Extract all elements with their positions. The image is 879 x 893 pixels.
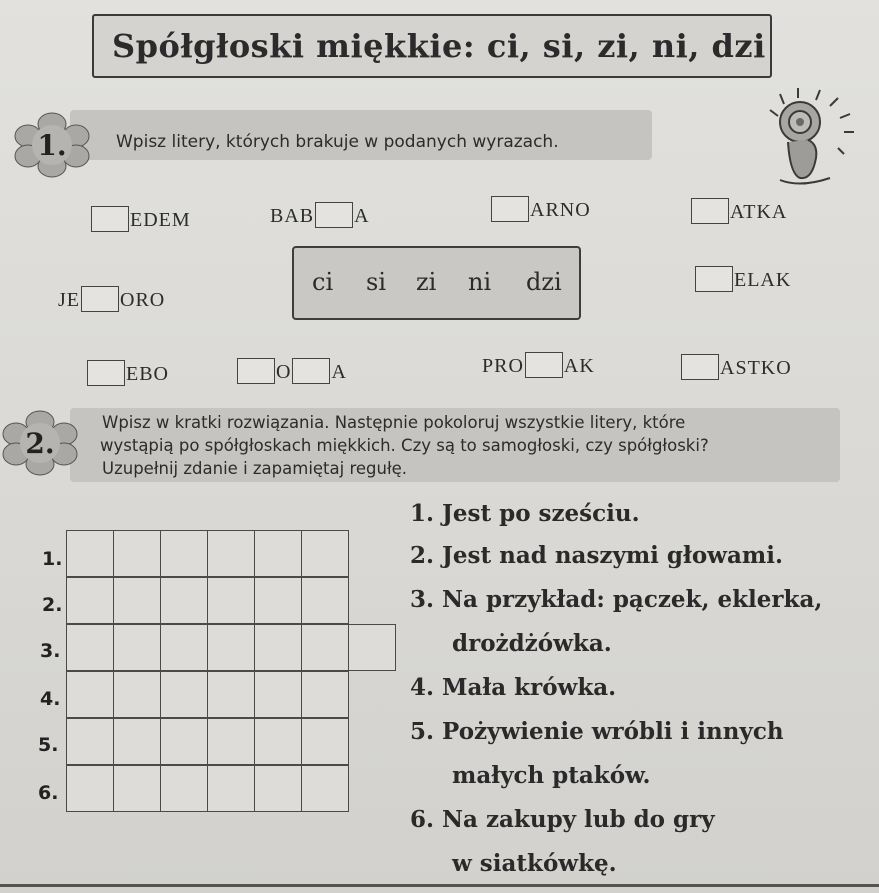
bottom-divider [0, 884, 879, 887]
clue-line: małych ptaków. [452, 762, 651, 789]
crossword-cell[interactable] [301, 765, 349, 812]
row-label: 1. [42, 548, 63, 570]
crossword-cell[interactable] [160, 671, 208, 718]
exercise-2-instruction-line: wystąpią po spółgłoskach miękkich. Czy są to samogłoski, czy spółgłoski? [100, 436, 709, 455]
crossword-cell[interactable] [66, 577, 114, 624]
crossword-cell[interactable] [66, 765, 114, 812]
crossword-row [66, 577, 348, 623]
word-item [90, 204, 191, 232]
page-title: Spółgłoski miękkie: ci, si, zi, ni, dzi [112, 27, 766, 65]
crossword-cell[interactable] [113, 577, 161, 624]
word-fragment: AK [563, 355, 595, 377]
crossword-row [66, 624, 395, 670]
letter-box[interactable] [691, 198, 729, 224]
clue-line: 3. Na przykład: pączek, eklerka, [410, 586, 823, 613]
crossword-cell[interactable] [207, 577, 255, 624]
word-item [236, 356, 347, 384]
clue-line: 5. Pożywienie wróbli i innych [410, 718, 784, 745]
word-item [690, 196, 787, 224]
crossword-cell[interactable] [207, 671, 255, 718]
row-label: 6. [38, 782, 59, 804]
crossword-cell[interactable] [160, 577, 208, 624]
word-item [86, 358, 169, 386]
exercise-1-number: 1. [37, 128, 67, 162]
crossword-cell[interactable] [254, 718, 302, 765]
crossword-cell[interactable] [254, 765, 302, 812]
word-item [694, 264, 791, 292]
clue-line: drożdżówka. [452, 630, 612, 657]
word-fragment: ARNO [530, 199, 591, 221]
clue-line: 4. Mała krówka. [410, 674, 617, 701]
letter-box[interactable] [695, 266, 733, 292]
clue-line: 6. Na zakupy lub do gry [410, 806, 715, 833]
row-label: 2. [42, 594, 63, 616]
syllable: ci [312, 268, 334, 296]
letter-box[interactable] [681, 354, 719, 380]
crossword-cell[interactable] [66, 530, 114, 577]
syllable: dzi [526, 268, 562, 296]
crossword-cell[interactable] [160, 765, 208, 812]
clue-line: 1. Jest po sześciu. [410, 500, 640, 527]
letter-box[interactable] [87, 360, 125, 386]
word-fragment: ORO [120, 289, 166, 311]
crossword-cell[interactable] [113, 671, 161, 718]
crossword-row [66, 671, 348, 717]
crossword-cell[interactable] [301, 671, 349, 718]
word-fragment: A [331, 361, 347, 383]
word-item [270, 200, 370, 228]
clue-line: 2. Jest nad naszymi głowami. [410, 542, 783, 569]
crossword-row [66, 765, 348, 811]
syllable: si [366, 268, 386, 296]
word-fragment: ASTKO [720, 357, 792, 379]
snail-mascot-icon [760, 84, 870, 194]
crossword-cell[interactable] [207, 530, 255, 577]
word-fragment: EBO [126, 363, 169, 385]
letter-box[interactable] [491, 196, 529, 222]
row-label: 3. [40, 640, 61, 662]
crossword-cell[interactable] [254, 577, 302, 624]
word-fragment: O [276, 361, 292, 383]
exercise-1-instruction: Wpisz litery, których brakuje w podanych wyrazach. [116, 132, 559, 152]
clue-line: w siatkówkę. [452, 850, 617, 877]
crossword-cell[interactable] [254, 671, 302, 718]
word-fragment: ATKA [730, 201, 788, 223]
exercise-1-badge [14, 112, 90, 178]
crossword-cell[interactable] [301, 624, 349, 671]
word-item [482, 350, 595, 378]
crossword-cell[interactable] [207, 624, 255, 671]
word-fragment: ELAK [734, 269, 792, 291]
exercise-2-number: 2. [25, 426, 55, 460]
crossword-cell[interactable] [160, 718, 208, 765]
exercise-2-instruction-line: Uzupełnij zdanie i zapamiętaj regułę. [102, 459, 408, 478]
exercise-2-badge [2, 410, 78, 476]
crossword-cell[interactable] [113, 765, 161, 812]
exercise-2-instruction-line: Wpisz w kratki rozwiązania. Następnie pokoloruj wszystkie litery, które [102, 413, 686, 432]
crossword-cell[interactable] [348, 624, 396, 671]
crossword-cell[interactable] [301, 530, 349, 577]
crossword-cell[interactable] [301, 718, 349, 765]
word-item [680, 352, 792, 380]
word-item [58, 284, 165, 312]
crossword-row [66, 718, 348, 764]
word-fragment: JE [58, 289, 80, 311]
crossword-cell[interactable] [66, 671, 114, 718]
letter-box[interactable] [292, 358, 330, 384]
row-label: 4. [40, 688, 61, 710]
crossword-cell[interactable] [113, 718, 161, 765]
letter-box[interactable] [525, 352, 563, 378]
crossword-cell[interactable] [160, 530, 208, 577]
word-fragment: BAB [270, 205, 315, 227]
word-fragment: A [354, 205, 370, 227]
letter-box[interactable] [91, 206, 129, 232]
letter-box[interactable] [315, 202, 353, 228]
crossword-cell[interactable] [113, 530, 161, 577]
syllables-box [292, 246, 581, 320]
crossword-cell[interactable] [160, 624, 208, 671]
letter-box[interactable] [81, 286, 119, 312]
row-label: 5. [38, 734, 59, 756]
word-item [490, 194, 591, 222]
syllable: ni [468, 268, 492, 296]
syllable: zi [416, 268, 437, 296]
crossword-cell[interactable] [66, 718, 114, 765]
crossword-cell[interactable] [207, 765, 255, 812]
crossword-cell[interactable] [254, 624, 302, 671]
crossword-cell[interactable] [113, 624, 161, 671]
crossword-cell[interactable] [207, 718, 255, 765]
letter-box[interactable] [237, 358, 275, 384]
word-fragment: PRO [482, 355, 524, 377]
crossword-row [66, 530, 348, 576]
crossword-cell[interactable] [66, 624, 114, 671]
crossword-cell[interactable] [254, 530, 302, 577]
word-fragment: EDEM [130, 209, 191, 231]
title-box [92, 14, 772, 78]
crossword-cell[interactable] [301, 577, 349, 624]
